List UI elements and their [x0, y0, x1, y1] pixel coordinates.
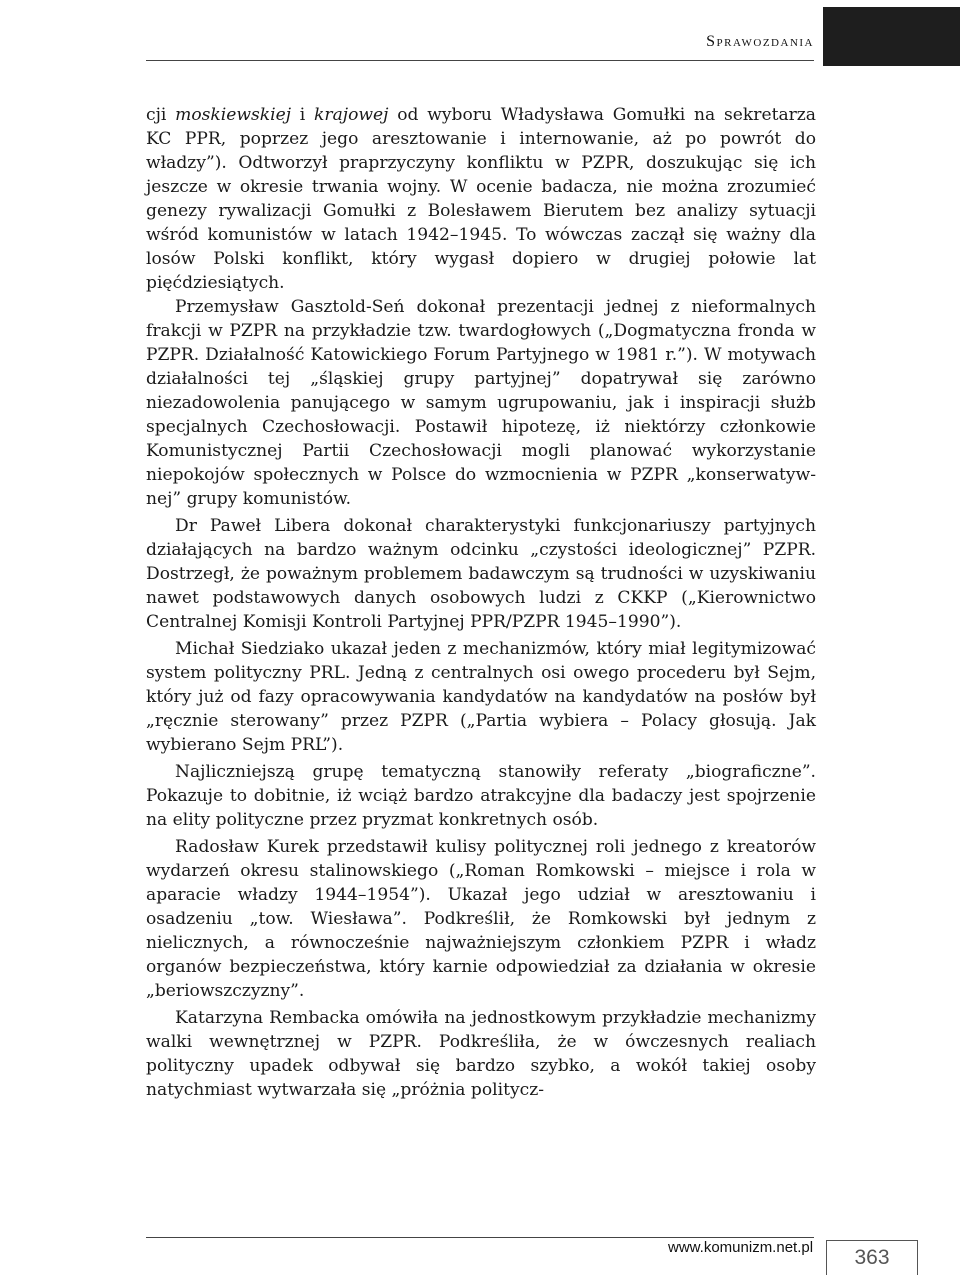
text-run: i: [291, 105, 315, 125]
paragraph-7: [146, 1006, 816, 1102]
article-body: [146, 103, 816, 1102]
text-run: Dr Paweł Libera dokonał charakterystyki funkcjonariuszy partyjnych działających na bardzo ważnym odcinku „czystości ideologicznej” PZPR. Dostrzegł, że poważnym problemem badawczym są trudności w uzyskiwaniu nawet podstawowych danych osobowych ludzi z CKKP („Kierownictwo Centralnej Komisji Kontroli Partyjnej PPR/PZPR 1945–1990”).: [146, 516, 816, 632]
paragraph-3: [146, 514, 816, 634]
footer-rule: [146, 1237, 814, 1238]
paragraph-1: [146, 103, 816, 295]
header-rule: [146, 60, 814, 61]
header-tab-decoration: [823, 7, 960, 66]
paragraph-6: [146, 835, 816, 1003]
paragraph-2: [146, 295, 816, 511]
text-run: Najliczniejszą grupę tematyczną stanowiły referaty „biograficzne”. Pokazuje to dobitnie, iż wciąż bardzo atrakcyjne dla badaczy jest spojrzenie na elity polityczne przez pryzmat konkretnych osób.: [146, 762, 816, 830]
footer-website: www.komunizm.net.pl: [668, 1239, 814, 1256]
text-run: Michał Siedziako ukazał jeden z mechanizmów, który miał legitymizować system polityczny PRL. Jedną z centralnych osi owego procederu był Sejm, który już od fazy opracowywania kandydatów na kandydatów na posłów był „ręcznie sterowany” przez PZPR („Partia wybiera – Polacy głosują. Jak wybierano Sejm PRL”).: [146, 639, 816, 755]
italic-text-run: krajowej: [314, 105, 389, 125]
paragraph-4: [146, 637, 816, 757]
text-run: od wyboru Władysława Gomułki na sekretarza KC PPR, poprzez jego aresztowanie i internowanie, aż po powrót do władzy”). Odtworzył praprzyczyny konfliktu w PZPR, doszukując się ich jeszcze w okresie trwania wojny. W ocenie badacza, nie można zrozumieć genezy rywalizacji Gomułki z Bolesławem Bierutem bez analizy sytuacji wśród komunistów w latach 1942–1945. To wówczas zaczął się ważny dla losów Polski konflikt, który wygasł dopiero w drugiej połowie lat pięćdziesiątych.: [146, 105, 816, 293]
text-run: Katarzyna Rembacka omówiła na jednostkowym przykładzie mechanizmy walki wewnętrznej w PZPR. Podkreśliła, że w ówczesnych realiach polityczny upadek odbywał się bardzo szybko, a wokół takiej osoby natychmiast wytwarzała się „próżnia politycz-: [146, 1008, 816, 1100]
text-run: cji: [146, 105, 176, 125]
page-number: 363: [826, 1240, 918, 1275]
paragraph-5: [146, 760, 816, 832]
text-run: Radosław Kurek przedstawił kulisy politycznej roli jednego z kreatorów wydarzeń okresu stalinowskiego („Roman Romkowski – miejsce i rola w aparacie władzy 1944–1954”). Ukazał jego udział w aresztowaniu i osadzeniu „tow. Wiesława”. Podkreślił, że Romkowski był jednym z nielicznych, a równocześnie najważniejszym członkiem PZPR i władz organów bezpieczeństwa, który karnie odpowiedział za działania w okresie „beriowszczyzny”.: [146, 837, 816, 1001]
running-header-section: Sprawozdania: [706, 33, 814, 50]
text-run: Przemysław Gasztold-Seń dokonał prezentacji jednej z nieformalnych frakcji w PZPR na przykładzie tzw. twardogłowych („Dogmatyczna fronda w PZPR. Działalność Katowickiego Forum Partyjnego w 1981 r.”). W motywach działalności tej „śląskiej grupy partyjnej” dopatrywał się zarówno niezadowolenia panującego w samym ugrupowaniu, jak i inspiracji służb specjalnych Czechosłowacji. Postawił hipotezę, iż niektórzy członkowie Komunistycznej Partii Czechosłowacji mogli planować wykorzystanie niepokojów społecznych w Polsce do wzmocnienia w PZPR „konserwatywnej” grupy komunistów.: [146, 297, 816, 509]
italic-text-run: moskiewskiej: [175, 105, 291, 125]
